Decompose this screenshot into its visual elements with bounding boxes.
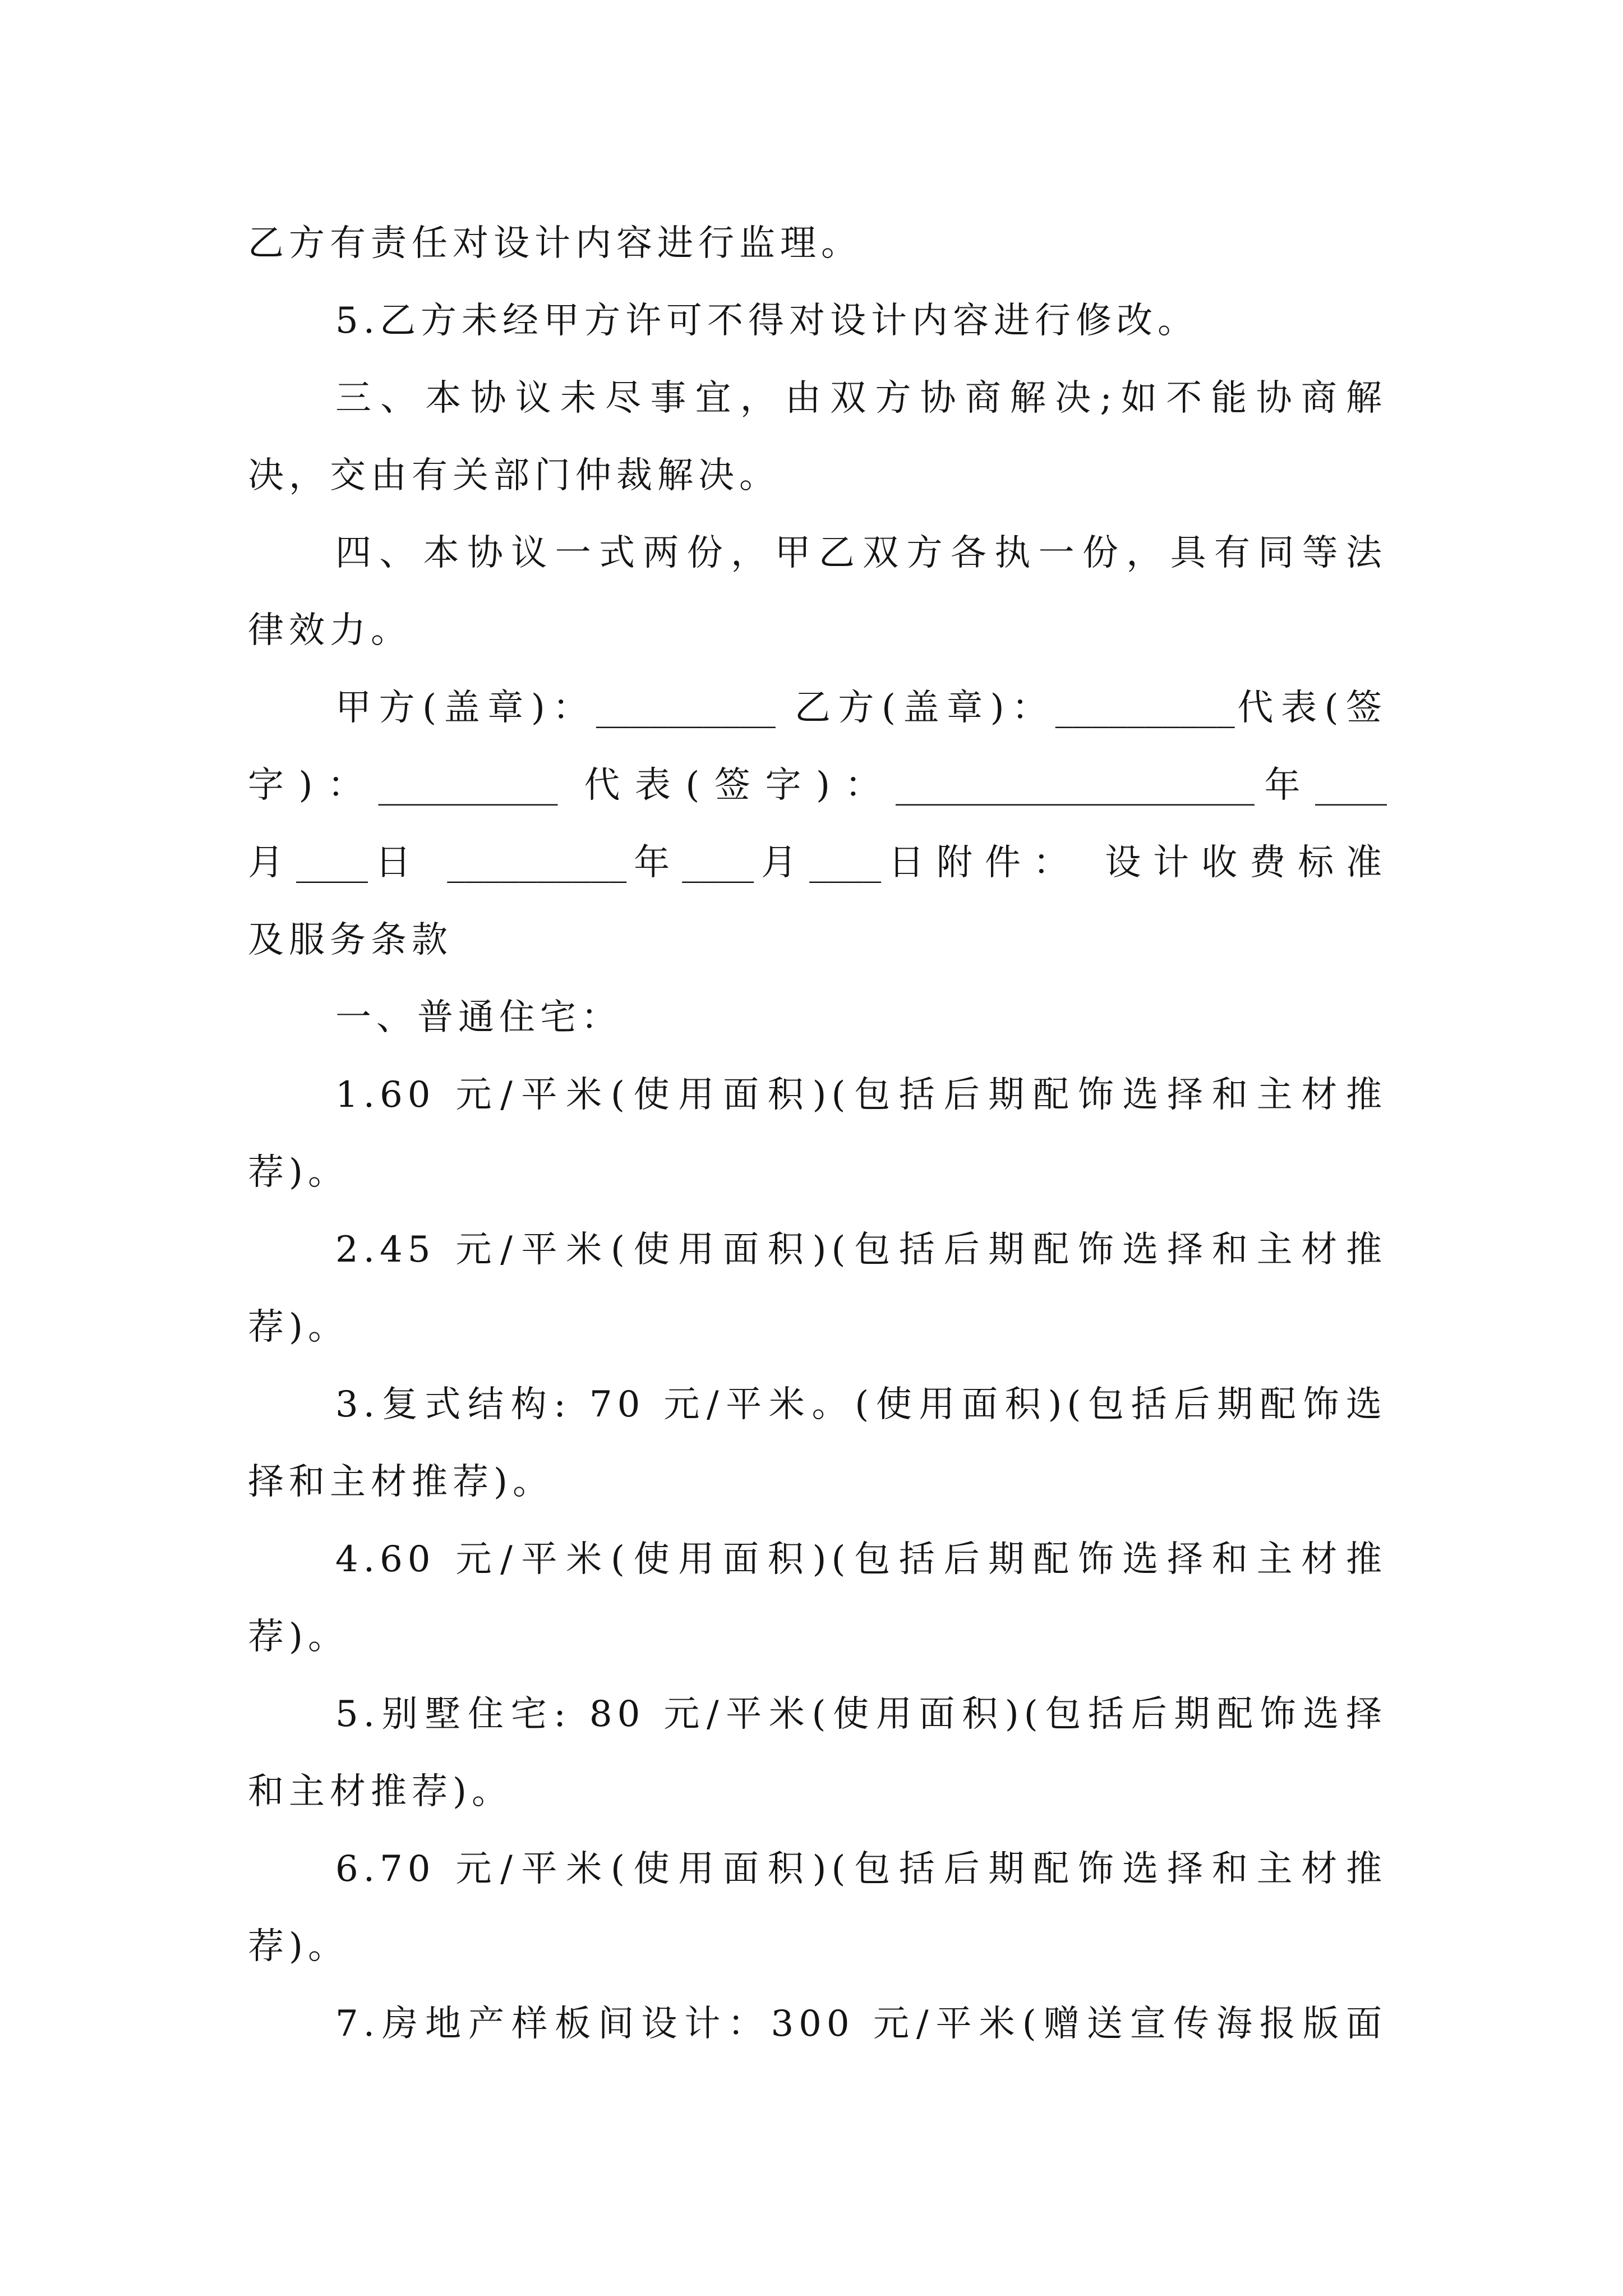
text-line: 3.复式结构: 70 元/平米。(使用面积)(包括后期配饰选: [335, 1384, 1387, 1425]
text-line: 甲方(盖章)：__________ 乙方(盖章)：__________代表(签: [335, 687, 1387, 729]
text-line: 荐)。: [248, 1926, 349, 1967]
paragraph: [248, 1056, 1387, 1211]
text-line: 律效力。: [248, 610, 412, 651]
text-line: 和主材推荐)。: [248, 1771, 513, 1812]
signature-blank: ____: [682, 842, 754, 884]
text-line: 6.70 元/平米(使用面积)(包括后期配饰选择和主材推: [335, 1848, 1387, 1890]
signature-blank: ____________________: [895, 765, 1255, 806]
text-line: 择和主材推荐)。: [248, 1461, 554, 1503]
paragraph: [248, 1366, 1387, 1521]
text-line: 4.60 元/平米(使用面积)(包括后期配饰选择和主材推: [335, 1539, 1387, 1580]
signature-blank: ____: [809, 842, 882, 884]
paragraph: [248, 360, 1387, 514]
text-line: 四、本协议一式两份，甲乙双方各执一份，具有同等法: [335, 532, 1387, 574]
paragraph: [248, 1676, 1387, 1830]
text-line: 1.60 元/平米(使用面积)(包括后期配饰选择和主材推: [335, 1074, 1387, 1116]
signature-blank: __________: [378, 765, 558, 806]
paragraph: [248, 1830, 1387, 1985]
text-line: 荐)。: [248, 1152, 349, 1193]
signature-blank: __________: [447, 842, 627, 884]
text-line: 决，交由有关部门仲裁解决。: [248, 455, 780, 496]
paragraph: [248, 1211, 1387, 1366]
paragraph: [248, 282, 1387, 360]
paragraph: [248, 514, 1387, 669]
paragraph: [248, 669, 1387, 979]
text-line: 三、本协议未尽事宜，由双方协商解决;如不能协商解: [335, 378, 1387, 419]
document-body: [248, 205, 1387, 2063]
paragraph: [248, 979, 1387, 1056]
text-line: 一、普通住宅：: [335, 997, 622, 1038]
signature-blank: ____: [1315, 765, 1387, 806]
text-line: 5.别墅住宅: 80 元/平米(使用面积)(包括后期配饰选择: [335, 1694, 1387, 1735]
paragraph: [248, 205, 1387, 282]
text-line: 2.45 元/平米(使用面积)(包括后期配饰选择和主材推: [335, 1229, 1387, 1271]
text-line: 月____日 __________年____月____日附件： 设计收费标准: [248, 842, 1387, 884]
paragraph: [248, 1521, 1387, 1676]
signature-blank: __________: [596, 687, 776, 729]
signature-blank: ____: [296, 842, 368, 884]
paragraph: [248, 1985, 1387, 2063]
signature-blank: __________: [1055, 687, 1235, 729]
text-line: 乙方有责任对设计内容进行监理。: [248, 223, 862, 264]
text-line: 5.乙方未经甲方许可不得对设计内容进行修改。: [335, 300, 1199, 342]
text-line: 7.房地产样板间设计：300 元/平米(赠送宣传海报版面: [335, 2003, 1387, 2045]
text-line: 及服务条款: [248, 919, 453, 961]
text-line: 荐)。: [248, 1306, 349, 1348]
text-line: 字)：__________ 代表(签字)：____________________年____: [248, 765, 1387, 806]
text-line: 荐)。: [248, 1616, 349, 1658]
